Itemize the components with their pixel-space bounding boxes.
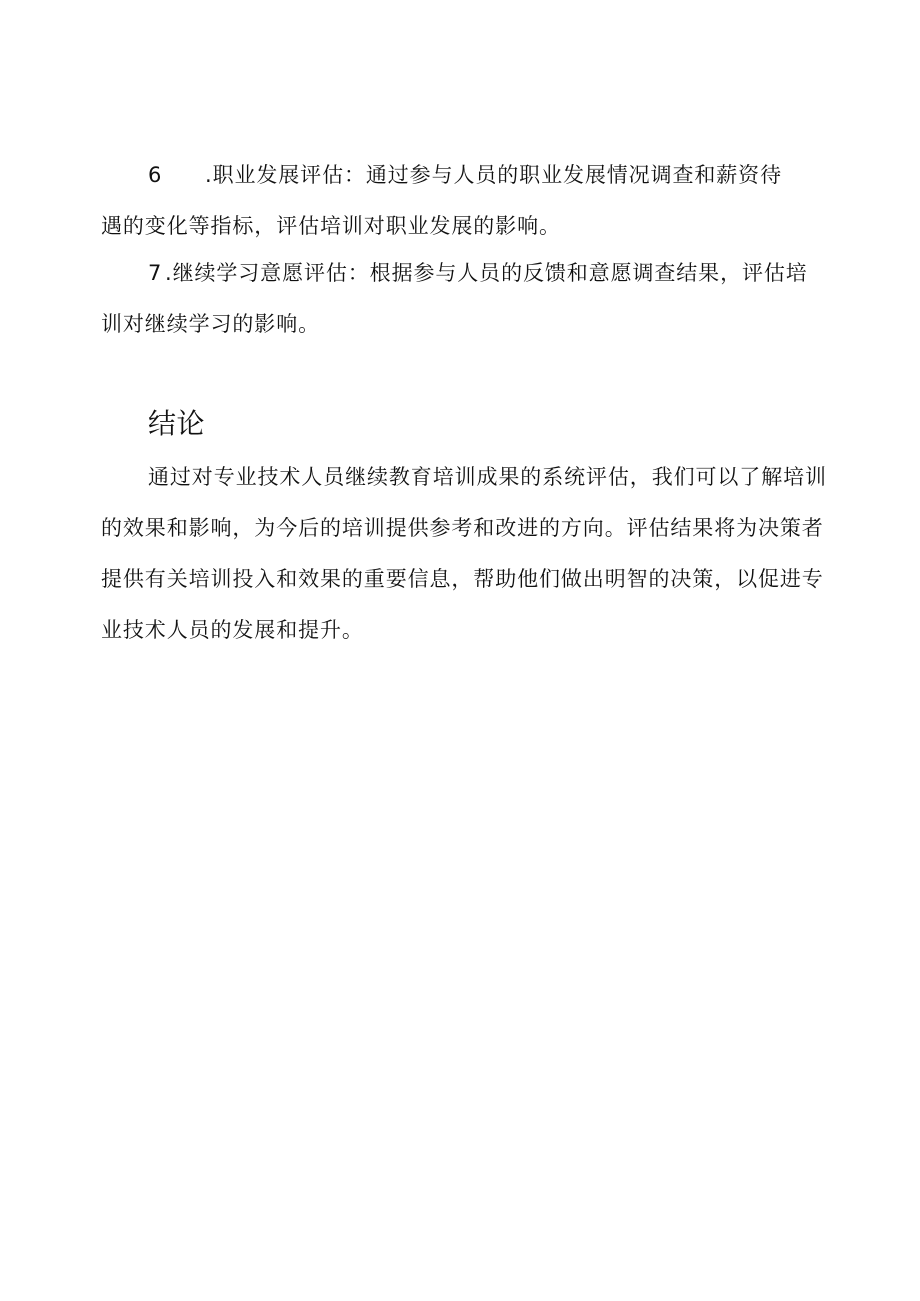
list-item-line [101,248,821,299]
list-item-text: .继续学习意愿评估：根据参与人员的反馈和意愿调查结果，评估培 [165,261,808,285]
conclusion-paragraph [101,452,827,656]
list-item-line [101,150,821,201]
list-item-career-evaluation [101,150,821,252]
paragraph-line: 提供有关培训投入和效果的重要信息，帮助他们做出明智的决策，以促进专 [101,567,824,591]
section-heading-conclusion: 结论 [148,407,206,440]
paragraph-line: 通过对专业技术人员继续教育培训成果的系统评估，我们可以了解培训 [148,465,827,489]
list-item-number: 6 [148,163,163,187]
paragraph-line: 业技术人员的发展和提升。 [101,618,364,642]
list-item-continuation: 遇的变化等指标，评估培训对职业发展的影响。 [101,214,561,238]
list-item-continuation: 训对继续学习的影响。 [101,312,320,336]
list-item-text: .职业发展评估：通过参与人员的职业发展情况调查和薪资待 [205,163,782,187]
list-item-number: 7 [148,261,163,285]
paragraph-line: 的效果和影响，为今后的培训提供参考和改进的方向。评估结果将为决策者 [101,516,824,540]
list-item-learning-willingness [101,248,821,350]
